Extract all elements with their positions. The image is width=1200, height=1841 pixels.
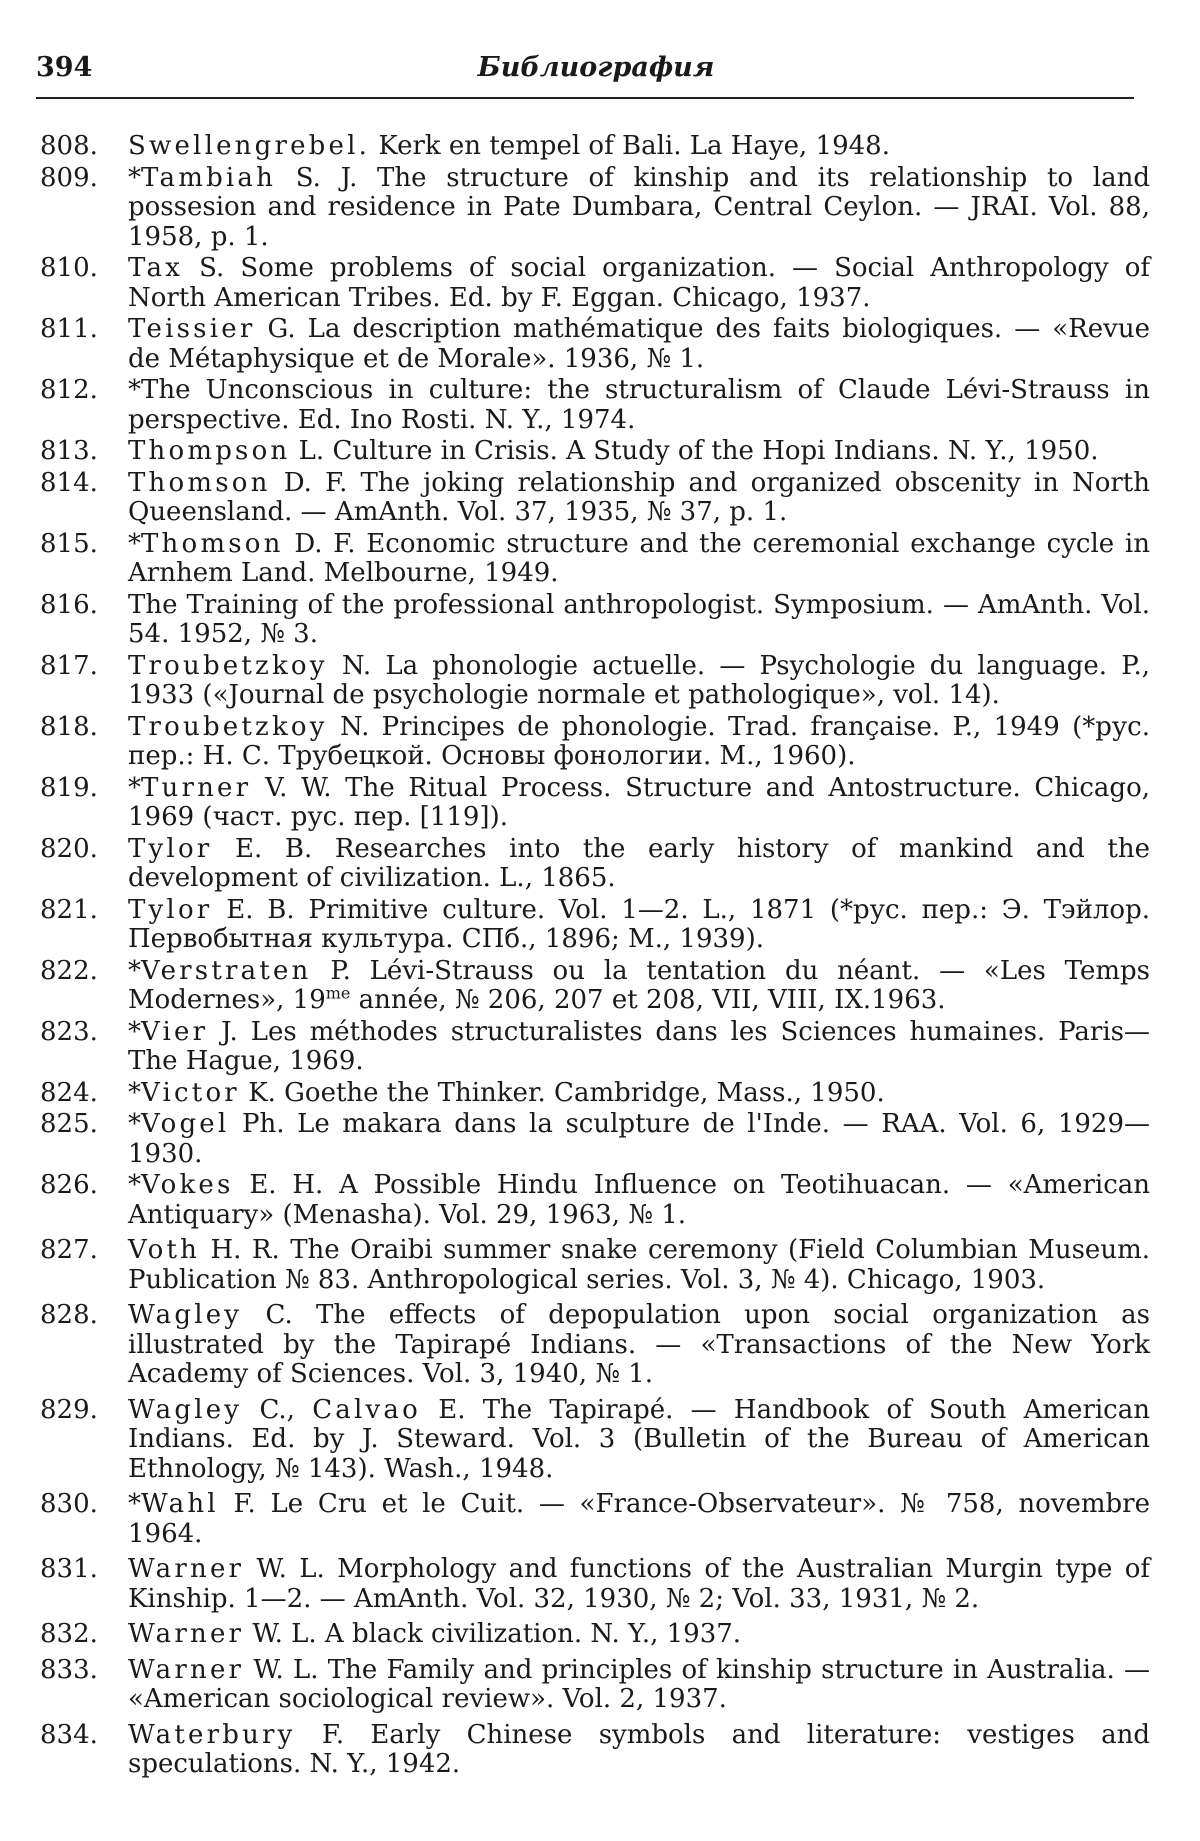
- entry-number: 823.: [40, 1018, 124, 1048]
- entry-number: 824.: [40, 1079, 124, 1109]
- entry-number: 809.: [40, 164, 124, 194]
- bibliography-entry: [40, 591, 1150, 650]
- entry-text: L. Culture in Crisis. A Study of the Hopi Indians. N. Y., 1950.: [290, 436, 1098, 466]
- entry-text: W. L. Morphology and functions of the Australian Murgin type of Kinship. 1—2. — AmAnth. Vol. 32, 1930, № 2; Vol. 33, 1931, № 2.: [128, 1554, 1150, 1614]
- entry-text: W. L. A black civilization. N. Y., 1937.: [244, 1619, 741, 1649]
- entry-text: K. Goethe the Thinker. Cambridge, Mass., 1950.: [240, 1078, 885, 1108]
- entry-star: *: [128, 1078, 141, 1108]
- entry-number: 831.: [40, 1555, 124, 1585]
- bibliography-entry: [40, 1396, 1150, 1485]
- bibliography-entry: [40, 469, 1150, 528]
- entry-author: Troubetzkoy: [128, 712, 328, 742]
- entry-author: Waterbury: [128, 1720, 296, 1750]
- entry-text: E. B. Primitive culture. Vol. 1—2. L., 1871 (*рус. пер.: Э. Тэйлор. Первобытная культура. СПб., 1896; М., 1939).: [128, 895, 1150, 955]
- entry-text: E. The Tapirapé. — Handbook of South American Indians. Ed. by J. Steward. Vol. 3 (Bulletin of the Bureau of American Ethnology, № 143). Wash., 1948.: [128, 1395, 1150, 1484]
- header-rule: [36, 97, 1134, 99]
- entry-star: *: [128, 956, 141, 986]
- entry-text: N. La phonologie actuelle. — Psychologie du language. P., 1933 («Journal de psychologie normale et pathologique», vol. 14).: [128, 651, 1150, 711]
- entry-number: 830.: [40, 1490, 124, 1520]
- bibliography-entry: [40, 957, 1150, 1016]
- bibliography-entry: [40, 437, 1150, 467]
- entry-star: *: [128, 1109, 141, 1139]
- page-number: 394: [36, 52, 92, 83]
- bibliography-entry: [40, 1620, 1150, 1650]
- entry-author: Vier: [141, 1017, 208, 1047]
- entry-number: 822.: [40, 957, 124, 987]
- entry-text: Ph. Le makara dans la sculpture de l'Inde. — RAA. Vol. 6, 1929—1930.: [128, 1109, 1150, 1169]
- entry-author: Voth: [128, 1235, 200, 1265]
- bibliography-entry: [40, 713, 1150, 772]
- entry-number: 816.: [40, 591, 124, 621]
- bibliography-entry: [40, 1018, 1150, 1077]
- entry-star: *: [128, 529, 141, 559]
- entry-author: Warner: [128, 1554, 244, 1584]
- entry-star: *: [128, 1489, 141, 1519]
- entry-number: 828.: [40, 1301, 124, 1331]
- entry-text: The Unconscious in culture: the structuralism of Claude Lévi-Strauss in perspective. Ed. Ino Rosti. N. Y., 1974.: [128, 375, 1150, 435]
- bibliography-list: [40, 132, 1150, 1782]
- entry-text: S. J. The structure of kinship and its relationship to land possesion and residence in Pate Dumbara, Central Ceylon. — JRAI. Vol. 88, 1958, p. 1.: [128, 163, 1150, 252]
- entry-number: 825.: [40, 1110, 124, 1140]
- entry-text: S. Some problems of social organization. — Social Anthropology of North American Tribes. Ed. by F. Eggan. Chicago, 1937.: [128, 253, 1150, 313]
- entry-number: 827.: [40, 1236, 124, 1266]
- bibliography-entry: [40, 1656, 1150, 1715]
- entry-text: C.,: [242, 1395, 312, 1425]
- entry-number: 826.: [40, 1171, 124, 1201]
- entry-number: 834.: [40, 1721, 124, 1751]
- entry-text: C. The effects of depopulation upon social organization as illustrated by the Tapirapé Indians. — «Transactions of the New York Academy of Sciences. Vol. 3, 1940, № 1.: [128, 1300, 1150, 1389]
- bibliography-entry: [40, 1236, 1150, 1295]
- entry-text: F. Early Chinese symbols and literature: vestiges and speculations. N. Y., 1942.: [128, 1720, 1150, 1780]
- entry-author: Vokes: [141, 1170, 234, 1200]
- entry-number: 808.: [40, 132, 124, 162]
- entry-author: Vogel: [141, 1109, 229, 1139]
- bibliography-entry: [40, 774, 1150, 833]
- entry-star: *: [128, 1170, 141, 1200]
- page-header: [36, 52, 1156, 92]
- bibliography-entry: [40, 164, 1150, 253]
- bibliography-entry: [40, 132, 1150, 162]
- entry-text: W. L. The Family and principles of kinship structure in Australia. — «American sociological review». Vol. 2, 1937.: [128, 1655, 1150, 1715]
- bibliography-entry: [40, 1171, 1150, 1230]
- entry-number: 810.: [40, 254, 124, 284]
- entry-author: Thomson: [128, 468, 271, 498]
- entry-number: 819.: [40, 774, 124, 804]
- entry-text: Kerk en tempel of Bali. La Haye, 1948.: [370, 131, 890, 161]
- bibliography-page: [0, 0, 1200, 1841]
- entry-author: Calvao: [312, 1395, 421, 1425]
- bibliography-entry: [40, 1721, 1150, 1780]
- bibliography-entry: [40, 1301, 1150, 1390]
- entry-number: 811.: [40, 315, 124, 345]
- entry-text: D. F. The joking relationship and organized obscenity in North Queensland. — AmAnth. Vol. 37, 1935, № 37, p. 1.: [128, 468, 1150, 528]
- entry-number: 818.: [40, 713, 124, 743]
- bibliography-entry: [40, 1555, 1150, 1614]
- entry-author: Wagley: [128, 1395, 242, 1425]
- entry-author: Tylor: [128, 895, 212, 925]
- entry-number: 815.: [40, 530, 124, 560]
- entry-number: 820.: [40, 835, 124, 865]
- entry-author: Wahl: [141, 1489, 219, 1519]
- bibliography-entry: [40, 652, 1150, 711]
- entry-text: E. B. Researches into the early history of mankind and the development of civilization. L., 1865.: [128, 834, 1150, 894]
- entry-star: *: [128, 1017, 141, 1047]
- entry-author: Tambiah: [141, 163, 276, 193]
- entry-text: J. Les méthodes structuralistes dans les Sciences humaines. Paris—The Hague, 1969.: [128, 1017, 1150, 1077]
- entry-author: Tax: [128, 253, 183, 283]
- bibliography-entry: [40, 376, 1150, 435]
- bibliography-entry: [40, 1110, 1150, 1169]
- entry-text: F. Le Cru et le Cuit. — «France-Observateur». № 758, novembre 1964.: [128, 1489, 1150, 1549]
- entry-author: Turner: [141, 773, 251, 803]
- entry-author: Wagley: [128, 1300, 242, 1330]
- entry-text: G. La description mathématique des faits biologiques. — «Revue de Métaphysique et de Morale». 1936, № 1.: [128, 314, 1150, 374]
- entry-author: Verstraten: [141, 956, 312, 986]
- entry-text: N. Principes de phonologie. Trad. française. P., 1949 (*рус. пер.: Н. С. Трубецкой. Основы фонологии. М., 1960).: [128, 712, 1150, 772]
- entry-author: Victor: [141, 1078, 240, 1108]
- entry-author: Tylor: [128, 834, 212, 864]
- running-title: Библиография: [36, 52, 1156, 83]
- bibliography-entry: [40, 896, 1150, 955]
- entry-author: Thomson: [141, 529, 284, 559]
- entry-author: Warner: [128, 1655, 244, 1685]
- entry-number: 821.: [40, 896, 124, 926]
- entry-author: Teissier: [128, 314, 255, 344]
- bibliography-entry: [40, 1490, 1150, 1549]
- entry-text: V. W. The Ritual Process. Structure and Antostructure. Chicago, 1969 (част. рус. пер. [119]).: [128, 773, 1150, 833]
- entry-author: Warner: [128, 1619, 244, 1649]
- bibliography-entry: [40, 530, 1150, 589]
- entry-text: The Training of the professional anthropologist. Symposium. — AmAnth. Vol. 54. 1952, № 3.: [128, 590, 1150, 650]
- bibliography-entry: [40, 835, 1150, 894]
- bibliography-entry: [40, 254, 1150, 313]
- entry-text: D. F. Economic structure and the ceremonial exchange cycle in Arnhem Land. Melbourne, 1949.: [128, 529, 1150, 589]
- entry-star: *: [128, 163, 141, 193]
- entry-number: 833.: [40, 1656, 124, 1686]
- entry-number: 817.: [40, 652, 124, 682]
- entry-number: 813.: [40, 437, 124, 467]
- entry-author: Swellengrebel.: [128, 131, 370, 161]
- entry-author: Thompson: [128, 436, 290, 466]
- bibliography-entry: [40, 315, 1150, 374]
- entry-text: H. R. The Oraibi summer snake ceremony (Field Columbian Museum. Publication № 83. Anthropological series. Vol. 3, № 4). Chicago, 1903.: [128, 1235, 1150, 1295]
- entry-superscript: me: [326, 983, 351, 1002]
- entry-number: 812.: [40, 376, 124, 406]
- entry-text: E. H. A Possible Hindu Influence on Teotihuacan. — «American Antiquary» (Menasha). Vol. 29, 1963, № 1.: [128, 1170, 1150, 1230]
- entry-number: 814.: [40, 469, 124, 499]
- entry-text: année, № 206, 207 et 208, VII, VIII, IX.1963.: [350, 985, 945, 1015]
- bibliography-entry: [40, 1079, 1150, 1109]
- entry-star: *: [128, 375, 141, 405]
- entry-number: 829.: [40, 1396, 124, 1426]
- entry-text: P. Lévi-Strauss ou la tentation du néant. — «Les Temps Modernes», 19: [128, 956, 1150, 1016]
- entry-number: 832.: [40, 1620, 124, 1650]
- entry-star: *: [128, 773, 141, 803]
- entry-author: Troubetzkoy: [128, 651, 328, 681]
